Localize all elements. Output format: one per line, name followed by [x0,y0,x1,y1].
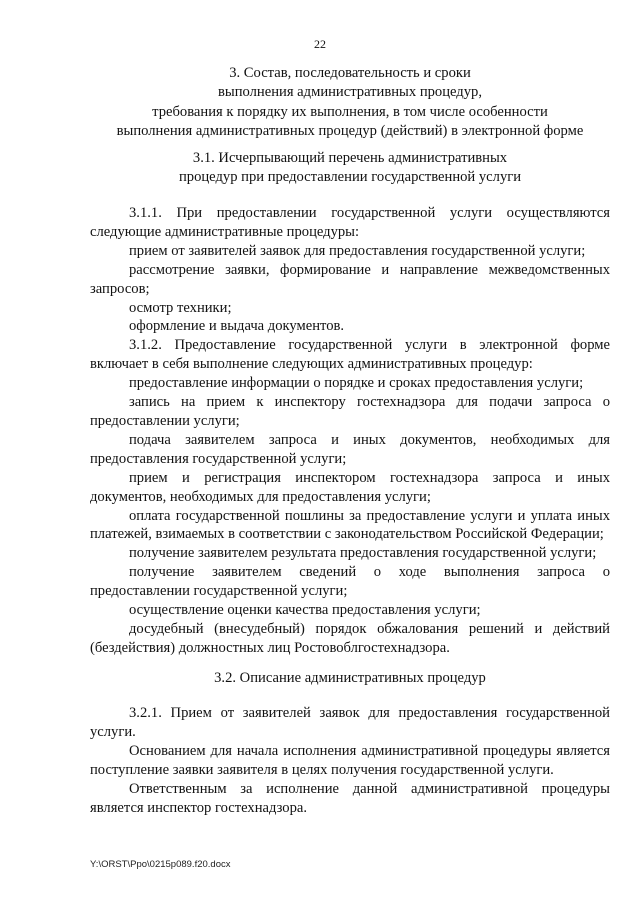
paragraph: осуществление оценки качества предоставления услуги; [129,602,481,619]
heading-line: 3.2. Описание административных процедур [214,670,486,686]
paragraph: 3.1.2. Предоставление государственной услуги в электронной форме включает в себя выполнение следующих административных процедур: [90,337,610,373]
paragraph: оплата государственной пошлины за предоставление услуги и уплата иных платежей, взимаемых в соответствии с законодательством Российской Федерации; [90,507,610,543]
heading-line: выполнения административных процедур, [218,84,482,101]
section-3-heading [90,64,610,141]
heading-line: 3.1. Исчерпывающий перечень административных [192,150,508,166]
paragraph: получение заявителем сведений о ходе выполнения запроса о предоставлении государственной услуги; [90,564,610,600]
paragraph: прием от заявителей заявок для предоставления государственной услуги; [129,242,586,259]
file-path-footer: Y:\ORST\Ppo\0215p089.f20.docx [90,859,231,870]
heading-line: 3. Состав, последовательность и сроки [229,65,471,81]
heading-line: выполнения административных процедур (действий) в электронной форме [116,122,584,139]
section-3-2-heading [90,669,610,688]
section-3-1-body [90,204,610,658]
paragraph: досудебный (внесудебный) порядок обжалования решений и действий (бездействия) должностных лиц Ростовоблгостехнадзора. [90,620,610,656]
paragraph: 3.1.1. При предоставлении государственной услуги осуществляются следующие административные процедуры: [90,205,610,240]
paragraph: прием и регистрация инспектором гостехнадзора запроса и иных документов, необходимых для предоставления услуги; [90,469,610,505]
paragraph: запись на прием к инспектору гостехнадзора для подачи запроса о предоставлении услуги; [90,394,610,429]
section-3-1-heading [90,149,610,188]
heading-line: процедур при предоставлении государственной услуги [178,169,522,186]
paragraph: оформление и выдача документов. [129,318,345,335]
heading-line: требования к порядку их выполнения, в том числе особенности [152,103,548,120]
paragraph: получение заявителем результата предоставления государственной услуги; [129,545,597,562]
paragraph: подача заявителем запроса и иных документов, необходимых для предоставления государственной услуги; [90,431,610,467]
paragraph: Ответственным за исполнение данной административной процедуры является инспектор гостехнадзора. [90,780,610,816]
paragraph: предоставление информации о порядке и сроках предоставления услуги; [129,375,584,392]
paragraph: осмотр техники; [129,299,232,316]
section-3-2-body [90,704,610,817]
page-number: 22 [314,37,326,51]
paragraph: 3.2.1. Прием от заявителей заявок для предоставления государственной услуги. [90,705,610,740]
paragraph: рассмотрение заявки, формирование и направление межведомственных запросов; [90,261,610,297]
paragraph: Основанием для начала исполнения административной процедуры является поступление заявки заявителя в целях получения государственной услуги. [90,742,610,778]
